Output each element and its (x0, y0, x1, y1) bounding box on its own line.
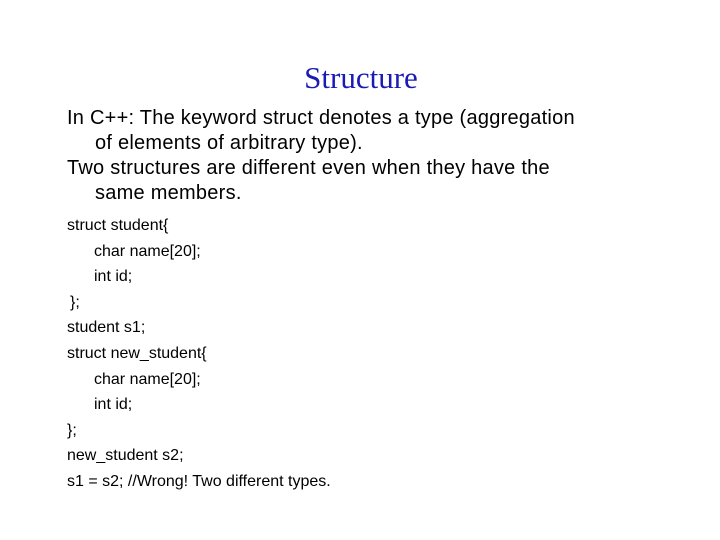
code-line: struct new_student{ (67, 344, 207, 362)
code-line: s1 = s2; //Wrong! Two different types. (67, 472, 331, 490)
code-line: struct student{ (67, 217, 169, 234)
paragraph-line: same members. (95, 182, 242, 204)
code-line: int id; (94, 268, 133, 286)
slide-body (67, 106, 687, 495)
code-line: }; (70, 293, 80, 311)
code-line: char name[20]; (94, 242, 201, 260)
paragraph-line: In C++: The keyword struct denotes a type (aggregation (67, 107, 575, 129)
code-block (67, 213, 687, 495)
paragraph-line: Two structures are different even when they have the (67, 157, 550, 179)
paragraph-line: of elements of arbitrary type). (95, 132, 363, 154)
code-line: int id; (94, 396, 133, 414)
code-line: new_student s2; (67, 447, 184, 465)
slide-title: Structure (304, 60, 418, 95)
code-line: char name[20]; (94, 370, 201, 388)
code-line: }; (67, 421, 77, 439)
code-line: student s1; (67, 319, 146, 337)
